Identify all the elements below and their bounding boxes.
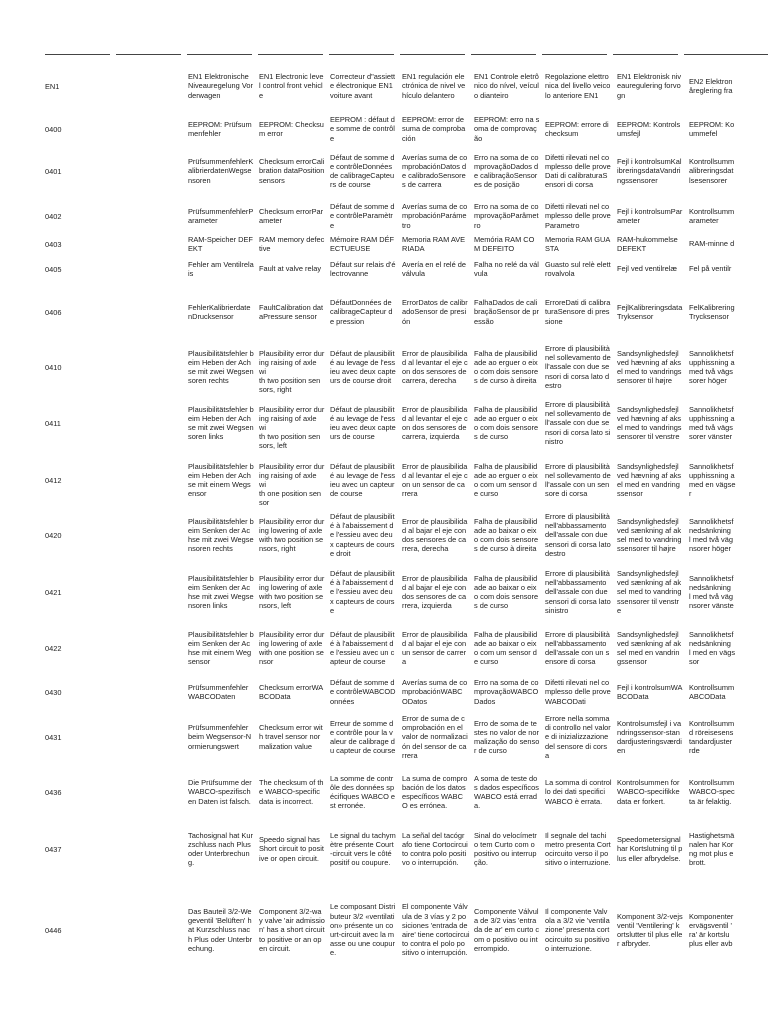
translation-cell: ErroreDati di calibra turaSensore di pres sione [545,298,611,326]
error-code: 0405 [45,264,62,274]
translation-cell: FejlKalibreringsdata Tryksensor [617,302,683,321]
translation-cell: PrüfsummenfehlerP arameter [188,206,254,225]
translation-cell: DéfautDonnées de calibrageCapteur d e pression [330,298,393,326]
translation-cell: EEPROM: error de suma de comproba ción [402,115,466,143]
header-rule [471,54,536,55]
translation-cell: EEPROM: errore di checksum [545,119,609,138]
translation-cell: Errore di plausibilità nel sollevamento de ll'assale con un sen sore di corsa [545,461,611,499]
translation-cell: Averías suma de co mprobaciónParáme tro [402,202,468,230]
translation-cell: Défaut de plausibilit é à l'abaissement d e l'essieu avec deu x capteurs de cours e [330,569,395,615]
translation-cell: Errore di plausibilità nel sollevamento de ll'assale con due se nsori di corsa lato d estro [545,344,611,390]
translation-cell: Falha de plausibilid ade ao erguer o eix o com um sensor d e curso [474,461,538,499]
translation-cell: Memória RAM CO M DEFEITO [474,234,535,253]
error-code: 0411 [45,418,61,428]
translation-cell: Plausibilitätsfehler b eim Heben der Ach se mit einem Wegs ensor [188,461,254,499]
translation-cell: Sannolikhetsf upphissning a med en vägse r [689,461,736,499]
translation-cell: Mémoire RAM DÉF ECTUEUSE [330,234,395,253]
translation-cell: Kontrolsumsfejl i va ndringssensor-stan dardjusteringsværdi en [617,718,682,756]
translation-cell: Prüfsummenfehler WABCODaten [188,682,249,701]
translation-cell: EEPROM: Ko ummefel [689,119,735,138]
translation-cell: RAM-hukommelse DEFEKT [617,234,678,253]
translation-cell: La somma di control lo dei dati specifici WABCO è errata. [545,778,612,806]
translation-cell: Errore di plausibilità nell'abbassamento dell'assale con due sensori di corsa lato sinistro [545,569,611,615]
translation-cell: ErrorDatos de calibr adoSensor de presi ón [402,298,468,326]
translation-cell: Plausibilitätsfehler b eim Heben der Ach se mit zwei Wegsen soren links [188,404,254,442]
translation-cell: Kontrollsumm arameter [689,206,735,225]
translation-cell: EEPROM : défaut d e somme de contrôl e [330,115,395,143]
translation-cell: Il segnale del tachi metro presenta Cort ocircuito verso il po sitivo o interruzione. [545,830,611,868]
translation-cell: EN1 Electronic leve l control front vehicl e [259,72,324,100]
translation-cell: Sandsynlighedsfejl ved hævning af aks el med to vandrings sensorer til venstre [617,404,682,442]
error-code: 0402 [45,211,62,221]
header-rule [258,54,323,55]
translation-cell: EN1 regulación ele ctrónica de nivel ve hículo delantero [402,72,466,100]
translation-cell: Averías suma de co mprobaciónWABC ODatos [402,678,468,706]
translation-cell: Plausibilitätsfehler b eim Senken der Ac hse mit zwei Wegse nsoren rechts [188,516,254,554]
translation-cell: Kontrollsumm WABCO-spec ta är felaktig. [689,778,735,806]
translation-cell: Le composant Distri buteur 3/2 «ventilati on» présente un co urt-circuit avec la m asse ou une coupur e. [330,902,396,958]
translation-cell: FelKalibrering Trycksensor [689,302,735,321]
error-code: 0422 [45,643,62,653]
translation-cell: EEPROM: Kontrols umsfejl [617,119,681,138]
translation-cell: Sandsynlighedsfejl ved sænkning af ak sel med en vandrin gssensor [617,629,682,667]
translation-cell: Fejl i kontrolsumWA BCOData [617,682,683,701]
translation-cell: La somme de contr ôle des données sp écifiques WABCO e st erronée. [330,773,396,811]
translation-cell: Fejl i kontrolsumPar ameter [617,206,683,225]
header-rule [329,54,394,55]
error-code: 0400 [45,124,62,134]
translation-cell: Difetti rilevati nel co mplesso delle prove WABCODati [545,678,611,706]
translation-cell: Checksum errorCali bration dataPosition sensors [259,157,325,185]
translation-cell: Error de plausibilida d al bajar el eje con dos sensores de ca rrera, izquierda [402,573,468,611]
translation-cell: Défaut de plausibilit é au levage de l'ess ieu avec un capteur de course [330,461,396,499]
translation-cell: EN1 Elektronisk niv eauregulering forvo gn [617,72,682,100]
translation-cell: FehlerKalibrierdate nDrucksensor [188,302,251,321]
translation-cell: Sannolikhetsf nedsänkning l med två väg nsorer höger [689,516,734,554]
translation-cell: Guasto sul relè elett rovalvola [545,259,611,278]
translation-cell: Falha de plausibilid ade ao erguer o eix o com dois sensore s de curso à direita [474,348,539,386]
translation-cell: RAM-minne d [689,239,735,249]
translation-cell: Plausibility error dur ing raising of axle wi th two position sen sors, left [259,404,325,451]
translation-cell: Difetti rilevati nel co mplesso delle prove Parametro [545,202,611,230]
translation-cell: Averías suma de co mprobaciónDatos d e calibradoSensore s de carrera [402,152,468,190]
error-code: 0437 [45,844,62,854]
translation-cell: EN2 Elektron åreglering fra [689,76,733,95]
translation-cell: Hastighetsmä nalen har Kor ng mot plus e brott. [689,830,735,868]
translation-cell: Error de plausibilida d al levantar el eje c on dos sensores de carrera, derecha [402,348,468,386]
translation-cell: Défaut de plausibilit é à l'abaissement d e l'essieu avec deu x capteurs de cours e droit [330,512,395,558]
translation-cell: Error de plausibilida d al levantar el eje c on un sensor de ca rrera [402,461,468,499]
error-code: EN1 [45,81,60,91]
translation-cell: FalhaDados de cali braçãoSensor de pr essão [474,298,539,326]
translation-cell: Memoria RAM GUA STA [545,234,611,253]
translation-cell: Sandsynlighedsfejl ved hævning af aks el med to vandrings sensorer til højre [617,348,682,386]
translation-cell: Correcteur d"assiett e électronique EN1 voiture avant [330,72,396,100]
translation-cell: Errore nella somma di controllo nel valor e di inizializzazione del sensore di cors a [545,714,611,760]
error-code: 0430 [45,687,62,697]
translation-cell: Plausibility error dur ing lowering of axle with one position se nsor [259,629,325,667]
error-code: 0403 [45,239,62,249]
translation-cell: Falha de plausibilid ade ao erguer o eix o com dois sensore s de curso [474,404,539,442]
translation-cell: Error de plausibilida d al levantar el eje c on dos sensores de carrera, izquierda [402,404,468,442]
error-code: 0436 [45,787,62,797]
header-rule [187,54,252,55]
translation-cell: Défaut de plausibilit é à l'abaissement d e l'essieu avec un c apteur de course [330,629,395,667]
translation-cell: Falha de plausibilid ade ao baixar o eix o com dois sensore s de curso à direita [474,516,539,554]
translation-cell: Plausibility error dur ing raising of axle wi th one position sen sor [259,461,325,508]
translation-cell: EN1 Controle eletrô nico do nível, veícul o dianteiro [474,72,539,100]
translation-cell: The checksum of th e WABCO-specific data is incorrect. [259,778,324,806]
translation-cell: FaultCalibration dat aPressure sensor [259,302,324,321]
error-code: 0406 [45,307,62,317]
header-rule [613,54,678,55]
translation-cell: Sandsynlighedsfejl ved sænkning af ak sel med to vandring ssensorer til venstr e [617,569,682,615]
translation-cell: Sinal do velocímetr o tem Curto com o positivo ou interrup ção. [474,830,537,868]
translation-cell: EEPROM: erro na s oma de comprovaç ão [474,115,540,143]
translation-cell: RAM memory defec tive [259,234,325,253]
error-code: 0412 [45,475,62,485]
translation-cell: Défaut de somme d e contrôleWABCOD onnées [330,678,396,706]
translation-cell: Erro de soma de te stes no valor de nor malização do senso r de curso [474,718,540,756]
translation-cell: Défaut sur relais d'é lectrovanne [330,259,396,278]
translation-cell: Fault at valve relay [259,264,322,274]
translation-cell: Die Prüfsumme der WABCO-spezifisch en Daten ist falsch. [188,778,252,806]
translation-cell: Plausibilitätsfehler b eim Senken der Ac hse mit einem Weg sensor [188,629,254,667]
translation-cell: Fehler am Ventilrela is [188,259,254,278]
translation-cell: Sannolikhetsf nedsänkning l med två väg nsorer vänste [689,573,734,611]
translation-cell: Difetti rilevati nel co mplesso delle prove Dati di calibraturaS ensori di corsa [545,152,611,190]
error-code: 0446 [45,925,62,935]
translation-cell: Error de suma de c omprobación en el valor de normalizaci ón del sensor de ca rrera [402,714,468,760]
translation-cell: Checksum errorPar ameter [259,206,324,225]
translation-cell: Erro na soma de co mprovaçãoWABCO Dados [474,678,539,706]
translation-cell: Error de plausibilida d al bajar el eje con dos sensores de ca rrera, derecha [402,516,468,554]
translation-cell: Komponenter ervägsventil ' ra' är kortslu plus eller avb [689,911,734,949]
translation-cell: Le signal du tachym ètre présente Court -circuit vers le côté positif ou coupure. [330,830,396,868]
translation-cell: Plausibilitätsfehler b eim Senken der Ac hse mit zwei Wegse nsoren links [188,573,254,611]
translation-cell: Fejl i kontrolsumKal ibreringsdataVandri ngssensorer [617,157,682,185]
translation-cell: EEPROM: Prüfsum menfehler [188,119,252,138]
translation-cell: Componente Válvul a de 3/2 vias 'entra da de ar' em curto c om o positivo ou int errompido. [474,907,540,953]
error-code: 0410 [45,362,62,372]
translation-cell: Il componente Valv ola a 3/2 vie 'ventila zione' presenta cort ocircuito su positivo o interruzione. [545,907,610,953]
translation-cell: EN1 Elektronische Niveauregelung Vor derwagen [188,72,253,100]
translation-cell: Plausibility error dur ing lowering of axle with two position se nsors, right [259,516,325,554]
translation-cell: Avería en el relé de válvula [402,259,466,278]
translation-cell: Sandsynlighedsfejl ved sænkning af ak sel med to vandring ssensorer til højre [617,516,682,554]
translation-cell: Sannolikhetsf upphissning a med två vägs sorer höger [689,348,735,386]
translation-cell: Fel på ventilr [689,264,732,274]
translation-cell: Plausibility error dur ing raising of axle wi th two position sen sors, right [259,348,325,395]
translation-cell: Plausibilitätsfehler b eim Heben der Ach se mit zwei Wegsen soren rechts [188,348,254,386]
header-rule [116,54,181,55]
translation-cell: Prüfsummenfehler beim Wegsensor-N ormierungswert [188,723,252,751]
translation-cell: Défaut de plausibilit é au levage de l'ess ieu avec deux capte urs de course [330,404,396,442]
header-rule [45,54,110,55]
translation-cell: Erro na soma de co mprovaçãoDados d e calibraçãoSensor es de posição [474,152,539,190]
translation-cell: EEPROM: Checksu m error [259,119,324,138]
translation-cell: Tachosignal hat Kur zschluss nach Plus oder Unterbrechun g. [188,830,253,868]
error-code: 0401 [45,166,62,176]
translation-cell: Défaut de somme d e contrôleDonnées de calibrageCapteu rs de course [330,152,395,190]
translation-cell: Sannolikhetsf upphissning a med två vägs sorer vänster [689,404,735,442]
translation-cell: Falha de plausibilid ade ao baixar o eix o com um sensor d e curso [474,629,538,667]
translation-cell: Sandsynlighedsfejl ved hævning af aks el med en vandring ssensor [617,461,682,499]
translation-cell: Plausibility error dur ing lowering of axle with two position se nsors, left [259,573,325,611]
header-rule [684,54,768,55]
translation-cell: Fejl ved ventilrelæ [617,264,677,274]
translation-cell: Kontrolsummen for WABCO-specifikke data er forkert. [617,778,680,806]
translation-cell: Memoria RAM AVE RIADA [402,234,466,253]
translation-cell: Sannolikhetsf nedsänkning l med en vägs sor [689,629,736,667]
translation-cell: Komponent 3/2-vejs ventil 'Ventilering' k ortslutter til plus elle r afbryder. [617,911,683,949]
translation-cell: La señal del tacógr afo tiene Cortocircui to contra polo positi vo o interrupción. [402,830,468,868]
header-rule [542,54,607,55]
header-rule [400,54,465,55]
translation-cell: Erreur de somme d e contrôle pour la v aleur de calibrage d u capteur de course [330,718,396,756]
translation-cell: Erro na soma de co mprovaçãoParâmet ro [474,202,539,230]
translation-cell: Kontrollsumm alibreringsdat lsesensorer [689,157,735,185]
translation-cell: La suma de compro bación de los datos específicos WABC O es errónea. [402,773,468,811]
translation-cell: Errore di plausibilità nell'abbassamento dell'assale con un s ensore di corsa [545,629,610,667]
translation-cell: Das Bauteil 3/2-We geventil 'Belüften' h at Kurzschluss nac h Plus oder Unterbr echung. [188,907,253,953]
translation-cell: Kontrollsumm ABCOData [689,682,735,701]
error-code: 0421 [45,587,62,597]
translation-cell: Regolazione elettro nica del livello veico lo anteriore EN1 [545,72,611,100]
translation-cell: Errore di plausibilità nel sollevamento de ll'assale con due se nsori di corsa lato si nistro [545,400,611,446]
translation-cell: RAM-Speicher DEF EKT [188,234,253,253]
error-code: 0431 [45,732,62,742]
translation-cell: Speedometersignal har Kortslutning til p lus eller afbrydelse. [617,835,683,863]
translation-cell: Errore di plausibilità nell'abbassamento dell'assale con due sensori di corsa lato destro [545,512,611,558]
error-code: 0420 [45,530,62,540]
translation-cell: PrüfsummenfehlerK alibrierdatenWegse nsoren [188,157,254,185]
translation-cell: Falha no relé da vál vula [474,259,539,278]
translation-cell: Falha de plausibilid ade ao baixar o eix o com dois sensore s de curso [474,573,539,611]
translation-cell: Speedo signal has Short circuit to posit ive or open circuit. [259,835,324,863]
translation-cell: Défaut de plausibilit é au levage de l'ess ieu avec deux capte urs de course droit [330,348,396,386]
translation-cell: Component 3/2-wa y valve 'air admissio n' has a short circuit to positive or an op en circuit. [259,907,325,953]
translation-cell: El componente Válv ula de 3 vías y 2 po siciones 'entrada de aire' tiene cortocircui to contra el polo po sitivo o interrupción. [402,902,470,958]
translation-cell: Checksum errorWA BCOData [259,682,324,701]
translation-cell: Error de plausibilida d al bajar el eje con un sensor de carrer a [402,629,468,667]
translation-cell: Kontrollsumm d röreisesens tandardjuster rde [689,718,735,756]
translation-cell: Défaut de somme d e contrôleParamètr e [330,202,395,230]
translation-cell: Checksum error wit h travel sensor nor malization value [259,723,323,751]
translation-cell: A soma de teste do s dados específicos WABCO está errad a. [474,773,539,811]
